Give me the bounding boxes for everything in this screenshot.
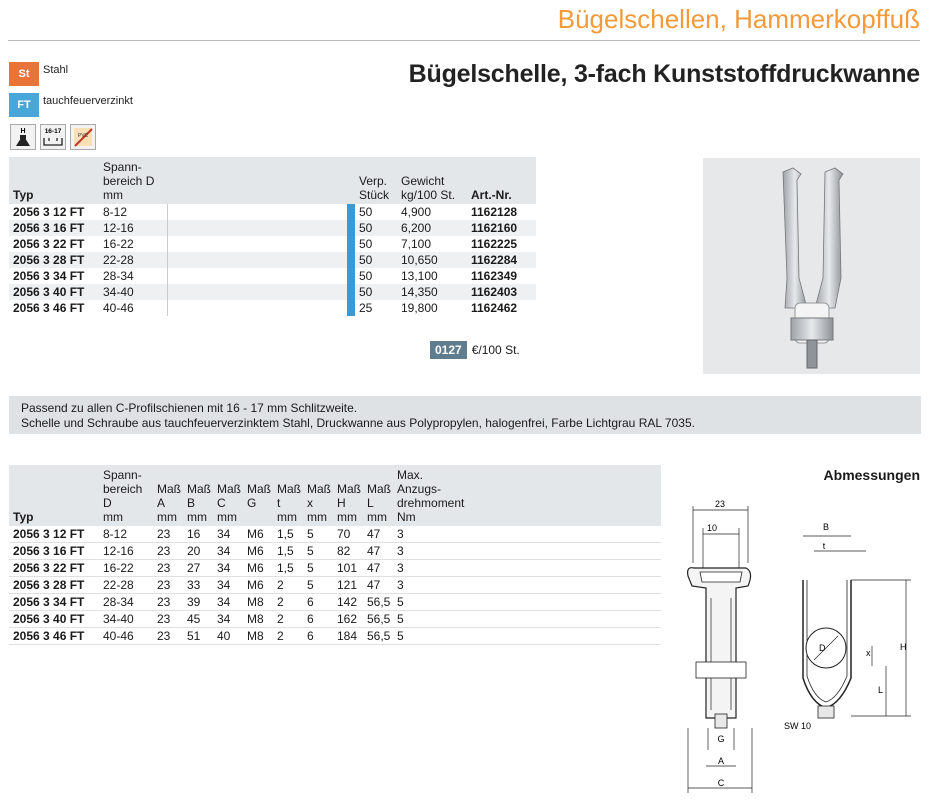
dcell-g: M8: [243, 611, 273, 628]
dcell-t: 2: [273, 611, 303, 628]
order-row: [9, 204, 536, 220]
dim-23-label: 23: [714, 499, 726, 509]
cell-blank: [167, 204, 347, 220]
product-photo: [703, 158, 920, 374]
dcol-t: [273, 465, 303, 526]
col-typ: Typ: [9, 157, 99, 204]
cell-verp: 50: [355, 252, 397, 268]
dcol-g: [243, 465, 273, 526]
dcell-a: 23: [153, 577, 183, 594]
col-blank: [167, 157, 347, 204]
dcell-md: 3: [393, 543, 661, 560]
dcell-t: 1,5: [273, 543, 303, 560]
cell-bar: [347, 284, 355, 300]
order-row: [9, 220, 536, 236]
dcell-spann: 40-46: [99, 628, 153, 645]
cell-gewicht: 14,350: [397, 284, 467, 300]
price-row: [430, 341, 520, 359]
cell-blank: [167, 252, 347, 268]
dcol-c: [213, 465, 243, 526]
dcell-g: M6: [243, 577, 273, 594]
dcell-h: 101: [333, 560, 363, 577]
cell-artnr: 1162403: [467, 284, 536, 300]
info-line-2: Schelle und Schraube aus tauchfeuerverzinktem Stahl, Druckwanne aus Polypropylen, halogenfrei, Farbe Lichtgrau RAL 7035.: [21, 416, 695, 430]
dcol-md-l1: Max.: [397, 468, 424, 482]
dcol-spann-l2: bereich D: [103, 482, 143, 510]
cell-typ: 2056 3 46 FT: [9, 300, 99, 316]
cell-artnr: 1162349: [467, 268, 536, 284]
dcell-b: 45: [183, 611, 213, 628]
dcell-g: M6: [243, 560, 273, 577]
dcell-c: 34: [213, 543, 243, 560]
dcell-typ: 2056 3 12 FT: [9, 526, 99, 543]
dim-c-label: C: [717, 778, 725, 788]
order-row: [9, 284, 536, 300]
dcol-typ: Typ: [9, 465, 99, 526]
col-gewicht: [397, 157, 467, 204]
dimension-row: [9, 594, 661, 611]
dcol-h: [333, 465, 363, 526]
dcell-typ: 2056 3 34 FT: [9, 594, 99, 611]
dcell-b: 39: [183, 594, 213, 611]
price-unit: €/100 St.: [471, 343, 520, 357]
dim-h-label: H: [900, 642, 907, 652]
cell-verp: 50: [355, 284, 397, 300]
cell-bar: [347, 300, 355, 316]
col-spann-line1: Spann-: [103, 160, 142, 174]
material-badge-st: St: [9, 62, 39, 86]
dcell-g: M8: [243, 594, 273, 611]
cell-spann: 8-12: [99, 204, 167, 220]
dcol-spann-l1: Spann-: [103, 468, 142, 482]
dim-t-label: t: [822, 541, 826, 551]
dcell-md: 5: [393, 594, 661, 611]
cell-blank: [167, 268, 347, 284]
slot-width-icon: [40, 124, 66, 150]
dcell-a: 23: [153, 594, 183, 611]
dcell-g: M6: [243, 543, 273, 560]
order-table: [9, 157, 536, 316]
dcell-t: 1,5: [273, 560, 303, 577]
dcell-a: 23: [153, 526, 183, 543]
dcol-h-l1: Maß: [337, 482, 361, 496]
cell-blank: [167, 300, 347, 316]
dcell-typ: 2056 3 22 FT: [9, 560, 99, 577]
dcell-b: 33: [183, 577, 213, 594]
dimension-row: [9, 526, 661, 543]
dcell-h: 82: [333, 543, 363, 560]
cell-verp: 50: [355, 220, 397, 236]
dcol-l-l2: L: [367, 496, 374, 510]
dimension-row: [9, 543, 661, 560]
cell-artnr: 1162284: [467, 252, 536, 268]
dcol-l: [363, 465, 393, 526]
dcol-a-l1: Maß: [157, 482, 181, 496]
dcell-md: 3: [393, 560, 661, 577]
category-title: Bügelschellen, Hammerkopffuß: [557, 4, 920, 34]
dcol-spann-l3: mm: [103, 510, 123, 524]
dcol-b: [183, 465, 213, 526]
dcell-typ: 2056 3 28 FT: [9, 577, 99, 594]
header-divider: [8, 40, 920, 41]
col-gewicht-line1: Gewicht: [401, 174, 445, 188]
dcell-md: 3: [393, 526, 661, 543]
dcell-x: 6: [303, 594, 333, 611]
dcol-g-l2: G: [247, 496, 257, 510]
dcell-t: 1,5: [273, 526, 303, 543]
col-spann-line3: mm: [103, 188, 123, 202]
dcell-b: 16: [183, 526, 213, 543]
dcol-l-l3: mm: [367, 510, 387, 524]
dcell-l: 47: [363, 577, 393, 594]
dcell-a: 23: [153, 628, 183, 645]
dcol-g-l1: Maß: [247, 482, 271, 496]
cell-verp: 50: [355, 268, 397, 284]
dcol-md-l4: Nm: [397, 510, 416, 524]
cell-verp: 25: [355, 300, 397, 316]
cell-artnr: 1162160: [467, 220, 536, 236]
col-artnr: Art.-Nr.: [467, 157, 536, 204]
dcell-b: 51: [183, 628, 213, 645]
dcell-spann: 12-16: [99, 543, 153, 560]
dcol-a-l3: mm: [157, 510, 177, 524]
dim-a-label: A: [717, 756, 725, 766]
material-badge-ft: FT: [9, 93, 39, 117]
cell-spann: 28-34: [99, 268, 167, 284]
dcell-x: 5: [303, 526, 333, 543]
col-verp: [355, 157, 397, 204]
dcell-x: 5: [303, 560, 333, 577]
dim-10-label: 10: [706, 523, 718, 533]
dcell-spann: 8-12: [99, 526, 153, 543]
cell-spann: 34-40: [99, 284, 167, 300]
cell-blank: [167, 220, 347, 236]
dcell-a: 23: [153, 560, 183, 577]
dcell-l: 47: [363, 526, 393, 543]
cell-spann: 16-22: [99, 236, 167, 252]
dcell-c: 34: [213, 611, 243, 628]
dcol-a-l2: A: [157, 496, 166, 510]
dcell-spann: 16-22: [99, 560, 153, 577]
dcell-l: 56,5: [363, 628, 393, 645]
cell-verp: 50: [355, 236, 397, 252]
dim-x-label: x: [866, 648, 871, 658]
dcol-b-l1: Maß: [187, 482, 211, 496]
cell-verp: 50: [355, 204, 397, 220]
order-row: [9, 236, 536, 252]
col-spann-line2: bereich D: [103, 174, 155, 188]
col-gewicht-line2: kg/100 St.: [401, 188, 456, 202]
cell-blank: [167, 284, 347, 300]
info-box: [9, 396, 921, 434]
material-label-ft: tauchfeuerverzinkt: [43, 95, 133, 107]
dcell-h: 142: [333, 594, 363, 611]
price-code: 0127: [430, 341, 467, 359]
dcell-h: 184: [333, 628, 363, 645]
cell-typ: 2056 3 22 FT: [9, 236, 99, 252]
cell-blank: [167, 236, 347, 252]
dcell-c: 40: [213, 628, 243, 645]
dcell-l: 47: [363, 543, 393, 560]
dcell-c: 34: [213, 560, 243, 577]
dcell-b: 27: [183, 560, 213, 577]
cell-bar: [347, 252, 355, 268]
dcell-x: 6: [303, 628, 333, 645]
dim-g-label: G: [717, 734, 725, 744]
col-verp-line1: Verp.: [359, 174, 388, 188]
dcell-md: 5: [393, 611, 661, 628]
cell-typ: 2056 3 28 FT: [9, 252, 99, 268]
dcell-c: 34: [213, 577, 243, 594]
svg-text:PVC: PVC: [77, 133, 89, 139]
order-row: [9, 300, 536, 316]
dcell-spann: 22-28: [99, 577, 153, 594]
cell-gewicht: 13,100: [397, 268, 467, 284]
dcell-md: 3: [393, 577, 661, 594]
dcell-g: M6: [243, 526, 273, 543]
hammerhead-icon-label: H: [20, 128, 26, 135]
dcell-h: 121: [333, 577, 363, 594]
dcell-t: 2: [273, 577, 303, 594]
cell-artnr: 1162225: [467, 236, 536, 252]
dim-l-label: L: [878, 685, 884, 695]
cell-gewicht: 7,100: [397, 236, 467, 252]
dcell-a: 23: [153, 611, 183, 628]
dcol-t-l2: t: [277, 496, 281, 510]
dcol-c-l2: C: [217, 496, 226, 510]
slot-width-icon-label: 16-17: [44, 128, 62, 135]
dcell-h: 162: [333, 611, 363, 628]
cell-artnr: 1162462: [467, 300, 536, 316]
dcol-md-l2: Anzugs-: [397, 482, 442, 496]
dcell-md: 5: [393, 628, 661, 645]
dcell-t: 2: [273, 628, 303, 645]
dcol-x-l2: x: [307, 496, 313, 510]
material-label-st: Stahl: [43, 64, 69, 76]
dcol-l-l1: Maß: [367, 482, 391, 496]
dcell-x: 5: [303, 577, 333, 594]
dcell-g: M8: [243, 628, 273, 645]
dcell-typ: 2056 3 46 FT: [9, 628, 99, 645]
sw-label: SW 10: [784, 721, 812, 731]
dcell-spann: 34-40: [99, 611, 153, 628]
dimensions-table: [9, 465, 661, 645]
dcell-b: 20: [183, 543, 213, 560]
cell-spann: 40-46: [99, 300, 167, 316]
hammerhead-icon: [10, 124, 36, 150]
dimension-row: [9, 560, 661, 577]
dcell-l: 47: [363, 560, 393, 577]
dcol-x-l1: Maß: [307, 482, 331, 496]
dcell-a: 23: [153, 543, 183, 560]
dimensions-title: Abmessungen: [823, 467, 920, 483]
cell-gewicht: 6,200: [397, 220, 467, 236]
dcol-spann: [99, 465, 153, 526]
dcell-x: 6: [303, 611, 333, 628]
dcol-x-l3: mm: [307, 510, 327, 524]
dcell-typ: 2056 3 40 FT: [9, 611, 99, 628]
dcell-c: 34: [213, 526, 243, 543]
col-spannbereich: [99, 157, 167, 204]
dim-b-label: B: [822, 522, 830, 532]
dcol-c-l3: mm: [217, 510, 237, 524]
dcol-h-l2: H: [337, 496, 346, 510]
dcell-t: 2: [273, 594, 303, 611]
cell-typ: 2056 3 12 FT: [9, 204, 99, 220]
col-verp-line2: Stück: [359, 188, 390, 202]
dcell-l: 56,5: [363, 611, 393, 628]
dcell-h: 70: [333, 526, 363, 543]
cell-gewicht: 4,900: [397, 204, 467, 220]
cell-gewicht: 10,650: [397, 252, 467, 268]
halogen-free-icon: [70, 124, 96, 150]
dcol-md-l3: drehmoment: [397, 496, 465, 510]
cell-artnr: 1162128: [467, 204, 536, 220]
order-row: [9, 268, 536, 284]
dimension-row: [9, 577, 661, 594]
dcol-t-l3: mm: [277, 510, 297, 524]
dcol-a: [153, 465, 183, 526]
dcol-b-l3: mm: [187, 510, 207, 524]
dcol-c-l1: Maß: [217, 482, 241, 496]
dcell-l: 56,5: [363, 594, 393, 611]
cell-typ: 2056 3 40 FT: [9, 284, 99, 300]
product-title: Bügelschelle, 3-fach Kunststoffdruckwanne: [408, 60, 920, 88]
dim-d-label: D: [819, 643, 826, 653]
cell-typ: 2056 3 16 FT: [9, 220, 99, 236]
dimension-drawing: [666, 488, 930, 806]
dcell-c: 34: [213, 594, 243, 611]
info-line-1: Passend zu allen C-Profilschienen mit 16 - 17 mm Schlitzweite.: [21, 401, 358, 415]
cell-bar: [347, 268, 355, 284]
cell-typ: 2056 3 34 FT: [9, 268, 99, 284]
cell-spann: 12-16: [99, 220, 167, 236]
dcol-md: [393, 465, 661, 526]
cell-spann: 22-28: [99, 252, 167, 268]
dimension-row: [9, 628, 661, 645]
dcol-x: [303, 465, 333, 526]
cell-bar: [347, 220, 355, 236]
dimension-row: [9, 611, 661, 628]
dcol-t-l1: Maß: [277, 482, 301, 496]
col-bar: [347, 157, 355, 204]
order-row: [9, 252, 536, 268]
cell-bar: [347, 204, 355, 220]
cell-bar: [347, 236, 355, 252]
dcell-typ: 2056 3 16 FT: [9, 543, 99, 560]
cell-gewicht: 19,800: [397, 300, 467, 316]
dcol-b-l2: B: [187, 496, 196, 510]
dcell-spann: 28-34: [99, 594, 153, 611]
dcol-h-l3: mm: [337, 510, 357, 524]
dcell-x: 5: [303, 543, 333, 560]
